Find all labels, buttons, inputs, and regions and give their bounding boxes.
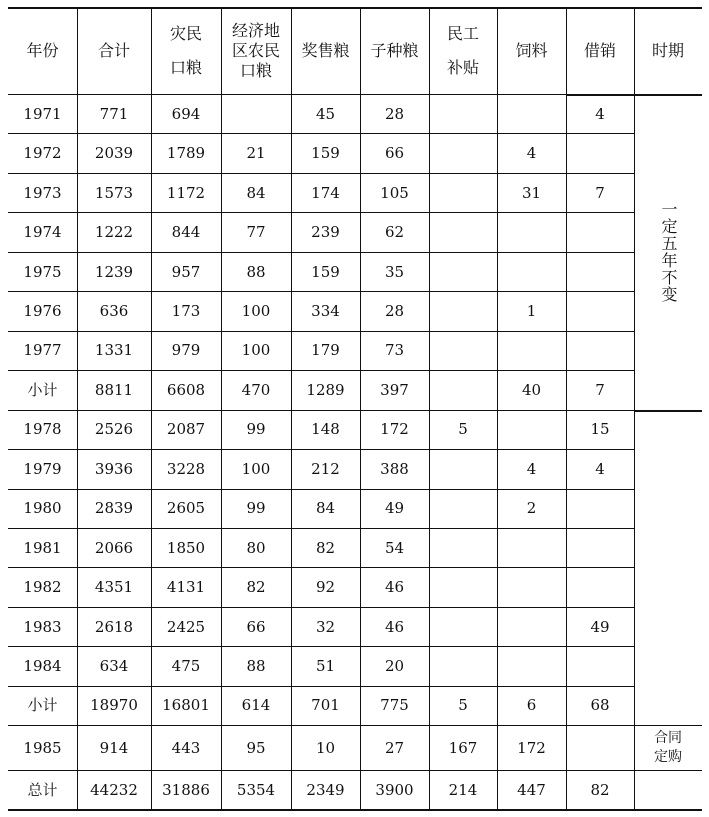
table-cell: 100 <box>241 301 271 320</box>
table-cell: 1239 <box>94 262 134 281</box>
table-cell: 388 <box>380 459 409 478</box>
table-cell <box>429 173 497 212</box>
table-cell: 771 <box>99 104 129 123</box>
table-cell: 1222 <box>94 223 134 242</box>
header-period <box>634 8 702 94</box>
header-labor-subsidy <box>429 8 497 94</box>
table-cell <box>566 646 634 685</box>
header-feed-text: 饲料 <box>515 41 548 60</box>
header-seed-text: 子种粮 <box>370 41 419 60</box>
table-cell: 4 <box>526 144 537 163</box>
table-cell: 84 <box>315 499 336 518</box>
row-rule <box>8 528 634 529</box>
header-line: 灾民 <box>169 24 202 43</box>
table-cell <box>566 212 634 251</box>
header-disaster-ration <box>151 8 221 94</box>
table-cell <box>566 133 634 172</box>
table-cell: 1972 <box>23 144 62 163</box>
row-rule <box>8 686 634 687</box>
table-cell: 45 <box>315 104 336 123</box>
header-rule <box>8 94 634 95</box>
column-rule <box>429 8 430 810</box>
table-cell: 46 <box>384 578 405 597</box>
table-cell <box>566 725 634 770</box>
table-cell <box>429 133 497 172</box>
table-cell: 105 <box>380 183 409 202</box>
table-cell: 214 <box>448 781 478 799</box>
table-cell: 82 <box>315 538 336 557</box>
column-rule <box>77 8 78 810</box>
table-cell: 2 <box>526 499 537 518</box>
header-line: 区农民 <box>231 41 280 60</box>
row-rule <box>8 331 634 332</box>
table-cell <box>497 94 566 133</box>
table-cell <box>429 528 497 567</box>
table-cell <box>566 528 634 567</box>
header-seed <box>360 8 429 94</box>
table-cell: 1979 <box>23 459 62 478</box>
row-rule <box>8 291 634 292</box>
table-cell: 49 <box>384 499 405 518</box>
row-rule <box>8 212 634 213</box>
table-cell: 31 <box>521 183 542 202</box>
table-cell: 92 <box>315 578 336 597</box>
table-cell: 179 <box>311 341 340 360</box>
table-cell: 1331 <box>94 341 134 360</box>
table-cell: 1971 <box>23 104 62 123</box>
row-rule <box>8 607 634 608</box>
table-cell: 2839 <box>94 499 134 518</box>
table-cell <box>429 449 497 488</box>
header-total <box>77 8 151 94</box>
table-cell: 4131 <box>166 578 206 597</box>
table-cell <box>429 331 497 370</box>
table-cell: 694 <box>171 104 201 123</box>
table-cell: 28 <box>384 104 405 123</box>
column-rule <box>360 8 361 810</box>
table-cell: 82 <box>246 578 266 597</box>
table-cell <box>429 370 497 409</box>
table-cell: 636 <box>99 301 129 320</box>
table-cell: 6608 <box>166 380 206 399</box>
header-year-text: 年份 <box>26 41 59 60</box>
table-cell: 18970 <box>90 696 138 715</box>
table-cell <box>429 212 497 251</box>
row-rule <box>8 489 634 490</box>
table-cell: 32 <box>315 617 336 636</box>
header-loan-sale <box>566 8 634 94</box>
table-cell: 10 <box>315 738 336 757</box>
table-cell: 1981 <box>23 538 62 557</box>
table-cell: 1980 <box>23 499 62 518</box>
table-cell: 159 <box>311 144 340 163</box>
table-cell: 5 <box>458 696 468 715</box>
table-cell: 8811 <box>94 380 134 399</box>
column-rule <box>634 8 635 810</box>
header-reward-text: 奖售粮 <box>301 41 350 60</box>
table-cell: 62 <box>384 223 405 242</box>
table-cell: 16801 <box>162 696 210 715</box>
row-rule <box>8 449 634 450</box>
table-cell: 82 <box>590 781 610 799</box>
column-rule <box>566 8 567 810</box>
header-reward-sale <box>291 8 360 94</box>
table-cell: 775 <box>380 696 409 715</box>
table-cell: 167 <box>448 738 478 757</box>
table-cell: 77 <box>246 223 266 242</box>
table-cell: 66 <box>246 617 266 636</box>
table-cell: 51 <box>315 657 336 676</box>
table-cell: 21 <box>246 144 266 163</box>
table-cell: 80 <box>246 538 266 557</box>
table-cell <box>566 252 634 291</box>
row-rule <box>8 567 634 568</box>
table-cell: 174 <box>311 183 340 202</box>
bottom-rule <box>8 809 702 811</box>
header-period-text: 时期 <box>651 41 684 60</box>
table-cell: 66 <box>384 144 405 163</box>
period-contract-purchase <box>634 725 702 770</box>
table-cell: 1573 <box>94 183 134 202</box>
table-cell: 1789 <box>166 144 206 163</box>
table-cell: 6 <box>526 696 537 715</box>
table-cell: 4351 <box>94 578 134 597</box>
header-line: 经济地 <box>231 21 280 40</box>
table-cell: 914 <box>99 738 129 757</box>
table-cell: 212 <box>311 459 340 478</box>
column-rule <box>151 8 152 810</box>
table-cell: 148 <box>311 420 340 439</box>
table-cell <box>566 331 634 370</box>
column-rule <box>497 8 498 810</box>
table-cell: 1985 <box>23 738 62 757</box>
table-cell: 979 <box>171 341 201 360</box>
header-line: 口粮 <box>169 58 202 77</box>
table-cell: 1977 <box>23 341 62 360</box>
table-cell <box>497 331 566 370</box>
table-cell: 27 <box>384 738 405 757</box>
table-cell <box>429 489 497 528</box>
table-cell: 49 <box>590 617 610 636</box>
row-rule <box>8 646 634 647</box>
header-line: 民工 <box>446 24 479 43</box>
table-cell <box>429 646 497 685</box>
row-rule <box>8 770 634 771</box>
period-rule <box>634 410 702 412</box>
table-cell: 172 <box>380 420 409 439</box>
table-cell <box>497 212 566 251</box>
table-cell: 447 <box>517 781 546 799</box>
row-rule <box>8 370 634 371</box>
table-cell: 1978 <box>23 420 62 439</box>
table-cell: 35 <box>384 262 405 281</box>
table-cell: 172 <box>517 738 546 757</box>
table-cell <box>429 567 497 606</box>
table-cell: 40 <box>521 380 542 399</box>
table-cell: 1850 <box>166 538 206 557</box>
header-line: 口粮 <box>239 61 272 80</box>
row-rule <box>8 133 634 134</box>
table-cell: 397 <box>380 380 409 399</box>
table-cell: 7 <box>595 183 605 202</box>
table-cell: 1974 <box>23 223 62 242</box>
period-contract-line: 合同 <box>654 729 682 746</box>
table-cell <box>497 646 566 685</box>
table-cell <box>429 94 497 133</box>
row-rule <box>8 252 634 253</box>
table-cell <box>497 410 566 449</box>
table-cell: 2425 <box>166 617 206 636</box>
period-fixed-text: 一定五年不变 <box>659 200 678 303</box>
table-cell: 99 <box>246 499 266 518</box>
table-cell: 5 <box>458 420 468 439</box>
period-rule <box>634 725 702 726</box>
table-cell: 1172 <box>166 183 206 202</box>
table-cell: 1289 <box>306 380 345 399</box>
table-cell: 2349 <box>306 781 345 799</box>
table-cell: 159 <box>311 262 340 281</box>
table-cell: 614 <box>241 696 271 715</box>
table-cell <box>221 94 291 133</box>
table-cell: 99 <box>246 420 266 439</box>
table-cell: 443 <box>171 738 201 757</box>
table-cell <box>566 489 634 528</box>
table-cell: 4 <box>526 459 537 478</box>
row-rule <box>8 725 634 726</box>
row-rule <box>8 410 634 411</box>
table-cell: 4 <box>595 459 605 478</box>
table-cell: 20 <box>384 657 405 676</box>
table-cell <box>497 607 566 646</box>
table-cell: 7 <box>595 380 605 399</box>
table-cell: 68 <box>590 696 610 715</box>
table-cell: 334 <box>311 301 340 320</box>
period-rule <box>634 770 702 771</box>
table-cell: 46 <box>384 617 405 636</box>
table-cell: 1984 <box>23 657 62 676</box>
table-cell: 957 <box>171 262 201 281</box>
table-cell: 2087 <box>166 420 206 439</box>
table-cell: 701 <box>311 696 340 715</box>
table-cell: 84 <box>246 183 266 202</box>
table-cell: 2526 <box>94 420 134 439</box>
table-cell <box>566 567 634 606</box>
table-cell: 100 <box>241 459 271 478</box>
table-cell: 173 <box>171 301 201 320</box>
table-cell: 15 <box>590 420 610 439</box>
table-cell: 1 <box>526 301 537 320</box>
table-cell: 28 <box>384 301 405 320</box>
table-cell: 844 <box>171 223 201 242</box>
period-fixed-five-years <box>634 94 702 410</box>
table-cell: 88 <box>246 657 266 676</box>
table-cell: 31886 <box>162 781 210 799</box>
table-cell: 88 <box>246 262 266 281</box>
table-cell: 1973 <box>23 183 62 202</box>
table-cell: 2605 <box>166 499 206 518</box>
table-cell: 1982 <box>23 578 62 597</box>
row-rule <box>8 173 634 174</box>
table-cell <box>497 528 566 567</box>
table-cell: 44232 <box>90 781 138 799</box>
table-cell: 634 <box>99 657 129 676</box>
table-cell <box>497 252 566 291</box>
column-rule <box>291 8 292 810</box>
table-cell: 73 <box>384 341 405 360</box>
header-total-text: 合计 <box>97 41 130 60</box>
table-cell: 470 <box>241 380 271 399</box>
table-cell: 100 <box>241 341 271 360</box>
header-cash-crop-ration <box>221 8 291 94</box>
period-contract-line: 定购 <box>654 748 682 765</box>
table-cell: 1975 <box>23 262 62 281</box>
table-cell: 总计 <box>27 781 58 799</box>
table-cell: 5354 <box>236 781 276 799</box>
table-cell: 1983 <box>23 617 62 636</box>
top-rule <box>8 7 702 9</box>
header-year <box>8 8 77 94</box>
table-cell: 95 <box>246 738 266 757</box>
header-loan-text: 借销 <box>583 41 616 60</box>
table-cell: 3936 <box>94 459 134 478</box>
header-line: 补贴 <box>446 58 479 77</box>
table-cell: 54 <box>384 538 405 557</box>
table-cell: 小计 <box>27 696 58 715</box>
table-cell <box>429 291 497 330</box>
table-cell: 2618 <box>94 617 134 636</box>
column-rule <box>221 8 222 810</box>
table-cell <box>429 252 497 291</box>
table-cell: 2039 <box>94 144 134 163</box>
table-cell <box>566 291 634 330</box>
table-cell: 475 <box>171 657 201 676</box>
table-cell <box>497 567 566 606</box>
table-cell: 3228 <box>166 459 206 478</box>
table-cell: 239 <box>311 223 340 242</box>
table-cell <box>429 607 497 646</box>
table-cell: 小计 <box>27 380 58 399</box>
table-cell: 4 <box>595 104 605 123</box>
table-cell: 2066 <box>94 538 134 557</box>
header-feed <box>497 8 566 94</box>
table-cell: 3900 <box>375 781 414 799</box>
table-cell: 1976 <box>23 301 62 320</box>
